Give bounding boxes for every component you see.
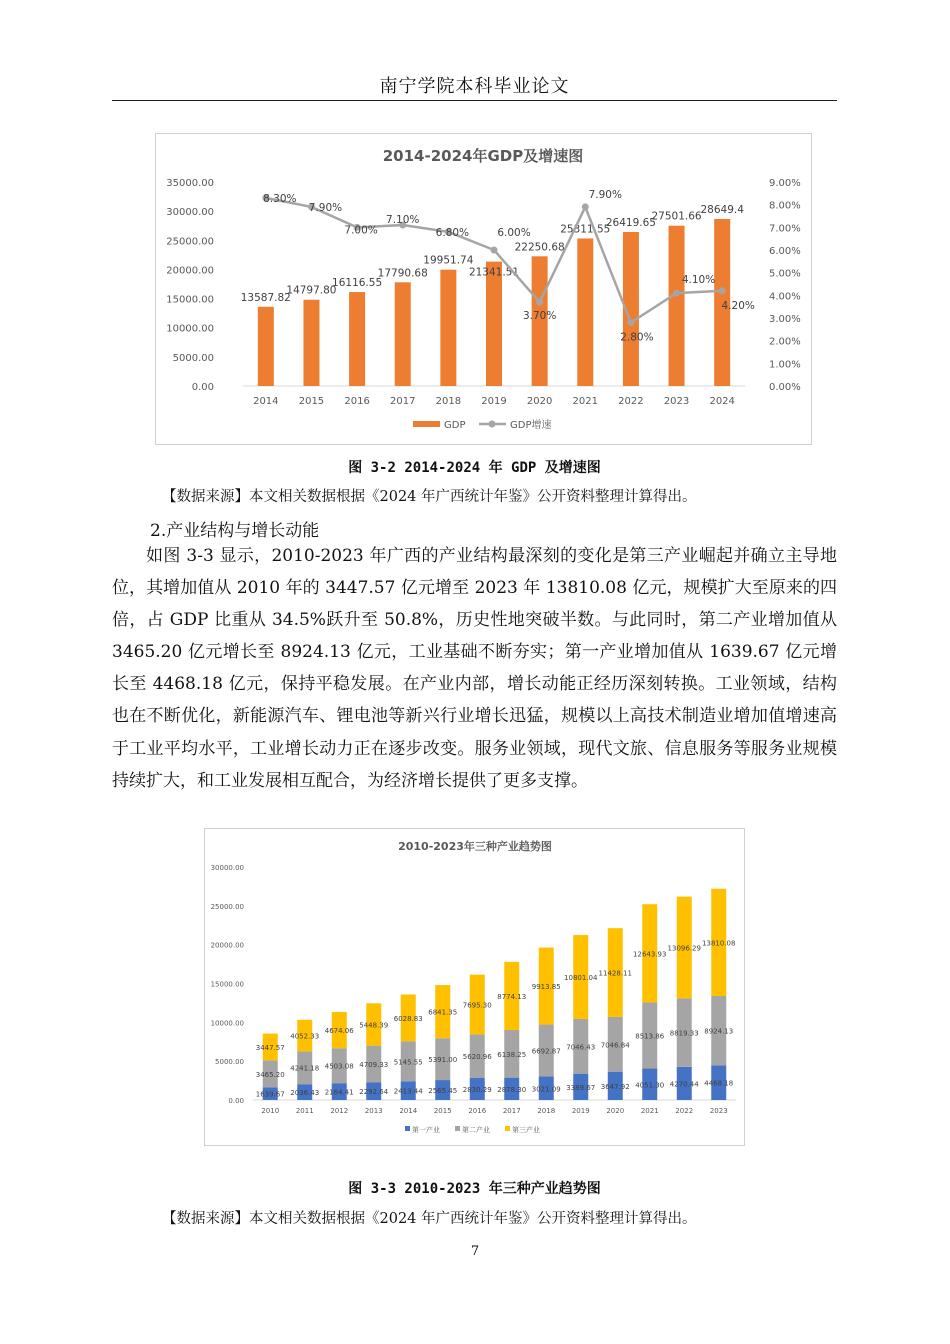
growth-data-label: 4.20%	[721, 299, 755, 312]
figure-3-2-caption: 图 3-2 2014-2024 年 GDP 及增速图	[348, 460, 601, 476]
industry-data-label: 3389.67	[566, 1083, 596, 1092]
legend-label: 第三产业	[512, 1126, 540, 1134]
industry-data-label: 4503.08	[324, 1062, 354, 1071]
gdp-data-label: 13587.82	[240, 291, 291, 304]
gdp-bar	[258, 307, 274, 386]
chart-title: 2010-2023年三种产业趋势图	[398, 840, 552, 853]
x-tick-label: 2015	[298, 396, 325, 407]
industry-data-label: 3021.09	[531, 1085, 561, 1094]
y-tick-label: 20000.00	[210, 941, 244, 950]
x-tick-label: 2020	[526, 396, 553, 407]
industry-data-label: 4051.30	[635, 1081, 665, 1090]
industry-data-label: 6028.83	[393, 1014, 423, 1023]
gdp-chart	[156, 134, 811, 444]
y2-tick-label: 0.00%	[769, 382, 801, 393]
gdp-data-label: 28649.4	[700, 204, 744, 217]
page-number: 7	[470, 1244, 480, 1259]
industry-data-label: 9913.85	[531, 983, 561, 992]
gdp-data-label: 22250.68	[514, 241, 565, 254]
growth-point	[582, 203, 589, 210]
y2-tick-label: 9.00%	[769, 178, 801, 189]
growth-data-label: 7.90%	[308, 201, 343, 214]
industry-data-label: 4270.44	[669, 1080, 699, 1089]
industry-chart-frame	[204, 828, 745, 1146]
growth-data-label: 3.70%	[522, 310, 557, 323]
y-tick-label: 0.00	[191, 382, 214, 393]
gdp-bar	[349, 292, 365, 386]
industry-data-label: 8513.86	[635, 1032, 665, 1041]
industry-data-label: 6138.25	[497, 1050, 527, 1059]
industry-data-label: 5620.96	[462, 1053, 492, 1062]
industry-data-label: 5391.00	[428, 1056, 458, 1065]
gdp-data-label: 16116.55	[332, 277, 383, 290]
y2-tick-label: 8.00%	[769, 200, 801, 212]
industry-data-label: 5448.39	[359, 1021, 389, 1030]
y-tick-label: 15000.00	[210, 980, 244, 989]
y2-tick-label: 2.00%	[769, 336, 801, 348]
x-tick-label: 2018	[537, 1107, 556, 1115]
growth-data-label: 7.90%	[588, 188, 622, 201]
y2-tick-label: 1.00%	[769, 359, 801, 371]
industry-data-label: 2878.30	[497, 1085, 527, 1094]
industry-data-label: 2565.45	[428, 1087, 458, 1096]
gdp-bar	[395, 282, 411, 386]
industry-data-label: 13810.08	[702, 939, 736, 948]
growth-data-label: 4.10%	[681, 274, 716, 287]
growth-data-label: 6.80%	[435, 226, 470, 239]
y2-tick-label: 5.00%	[769, 268, 801, 280]
industry-data-label: 4709.33	[359, 1060, 389, 1069]
x-tick-label: 2016	[468, 1107, 487, 1115]
y-tick-label: 15000.00	[166, 294, 214, 306]
industry-data-label: 5145.55	[393, 1058, 423, 1067]
industry-data-label: 13096.29	[667, 944, 701, 953]
legend-label: 第一产业	[412, 1126, 440, 1134]
gdp-data-label: 26419.65	[605, 217, 656, 230]
section-heading: 2.产业结构与增长动能	[150, 521, 320, 541]
industry-data-label: 4468.18	[704, 1079, 734, 1088]
x-tick-label: 2017	[502, 1107, 521, 1115]
x-tick-label: 2021	[572, 396, 598, 407]
y-tick-label: 20000.00	[166, 265, 214, 277]
x-tick-label: 2015	[433, 1107, 452, 1115]
x-tick-label: 2022	[675, 1107, 694, 1115]
x-tick-label: 2010	[261, 1107, 280, 1115]
x-tick-label: 2014	[253, 396, 279, 407]
growth-data-label: 8.30%	[263, 192, 297, 205]
gdp-data-label: 17790.68	[377, 267, 428, 280]
industry-data-label: 6692.87	[531, 1047, 561, 1056]
growth-data-label: 7.10%	[386, 214, 420, 227]
industry-data-label: 2036.43	[290, 1089, 320, 1098]
industry-data-label: 4241.18	[290, 1064, 320, 1073]
growth-data-label: 7.00%	[344, 224, 378, 237]
x-tick-label: 2023	[663, 396, 690, 407]
gdp-bar	[303, 300, 319, 386]
figure-3-2-source: 【数据来源】本文相关数据根据《2024 年广西统计年鉴》公开资料整理计算得出。	[162, 489, 697, 505]
x-tick-label: 2013	[364, 1107, 383, 1115]
x-tick-label: 2020	[606, 1107, 625, 1115]
legend-gdp-label: GDP	[444, 420, 466, 431]
industry-data-label: 12643.93	[633, 950, 667, 959]
gdp-bar	[440, 270, 456, 386]
y-tick-label: 10000.00	[210, 1019, 244, 1028]
y2-tick-label: 4.00%	[769, 291, 801, 303]
y-tick-label: 0.00	[228, 1097, 244, 1105]
industry-data-label: 3647.92	[600, 1082, 630, 1091]
y2-tick-label: 7.00%	[769, 223, 801, 235]
x-tick-label: 2012	[330, 1107, 349, 1115]
growth-point	[627, 319, 634, 326]
figure-3-3-caption: 图 3-3 2010-2023 年三种产业趋势图	[348, 1181, 601, 1197]
legend-swatch	[505, 1126, 510, 1131]
gdp-data-label: 14797.80	[286, 284, 337, 297]
x-tick-label: 2019	[481, 396, 507, 407]
x-tick-label: 2014	[399, 1107, 418, 1115]
industry-data-label: 7046.43	[566, 1043, 596, 1052]
growth-point	[673, 290, 680, 297]
y-tick-label: 30000.00	[166, 207, 214, 219]
y2-tick-label: 6.00%	[769, 246, 801, 257]
industry-data-label: 8924.13	[704, 1027, 734, 1036]
x-tick-label: 2024	[709, 396, 735, 407]
y-tick-label: 25000.00	[166, 236, 214, 248]
gdp-chart-frame	[155, 133, 812, 445]
industry-data-label: 2413.44	[393, 1087, 423, 1096]
legend-swatch	[455, 1126, 460, 1131]
x-tick-label: 2011	[295, 1107, 314, 1115]
y-tick-label: 10000.00	[166, 323, 214, 335]
legend-label: 第二产业	[462, 1126, 490, 1134]
gdp-bar	[486, 262, 502, 386]
y-tick-label: 30000.00	[210, 864, 244, 872]
growth-data-label: 6.00%	[497, 227, 531, 239]
figure-3-3-source: 【数据来源】本文相关数据根据《2024 年广西统计年鉴》公开资料整理计算得出。	[162, 1211, 697, 1227]
industry-data-label: 7046.84	[600, 1041, 630, 1050]
industry-data-label: 4052.33	[290, 1032, 320, 1041]
industry-chart	[205, 829, 744, 1145]
y-tick-label: 5000.00	[215, 1058, 244, 1067]
industry-data-label: 4674.06	[324, 1027, 354, 1036]
industry-data-label: 2830.29	[462, 1086, 492, 1095]
growth-point	[536, 299, 543, 306]
body-text	[112, 540, 837, 797]
gdp-data-label: 21341.51	[468, 266, 520, 279]
chart-title: 2014-2024年GDP及增速图	[382, 147, 584, 165]
gdp-bar	[669, 226, 685, 386]
y-tick-label: 35000.00	[166, 178, 214, 189]
gdp-data-label: 19951.74	[423, 254, 474, 267]
header-rule	[112, 100, 837, 101]
industry-data-label: 2164.41	[324, 1088, 354, 1097]
gdp-data-label: 25311.55	[560, 223, 611, 236]
x-tick-label: 2023	[709, 1107, 728, 1115]
y-tick-label: 25000.00	[210, 902, 244, 911]
industry-data-label: 8819.33	[669, 1029, 699, 1038]
x-tick-label: 2017	[390, 396, 416, 407]
growth-point	[719, 287, 726, 294]
legend-growth-label: GDP增速	[510, 420, 552, 431]
industry-data-label: 3465.20	[255, 1070, 285, 1079]
x-tick-label: 2022	[618, 396, 644, 407]
x-tick-label: 2021	[640, 1107, 659, 1115]
industry-data-label: 3447.57	[255, 1043, 285, 1052]
y2-tick-label: 3.00%	[769, 314, 801, 325]
y-tick-label: 5000.00	[172, 352, 214, 364]
gdp-data-label: 27501.66	[651, 210, 702, 223]
x-tick-label: 2016	[344, 396, 370, 407]
industry-data-label: 1639.67	[255, 1090, 285, 1099]
growth-point	[491, 247, 498, 254]
legend-gdp-swatch	[413, 421, 440, 427]
growth-data-label: 2.80%	[620, 331, 654, 344]
body-paragraph: 如图 3-3 显示，2010-2023 年广西的产业结构最深刻的变化是第三产业崛起并确立主导地位，其增加值从 2010 年的 3447.57 亿元增至 2023 年 13810.08 亿元，规模扩大至原来的四倍，占 GDP 比重从 34.5%跃升至 50.8%，历史性地突破半数。与此同时，第二产业增加值从 3465.20 亿元增长至 8924.13 亿元，工业基础不断夯实；第一产业增加值从 1639.67 亿元增长至 4468.18 亿元，保持平稳发展。在产业内部，增长动能正经历深刻转换。工业领域，结构也在不断优化，新能源汽车、锂电池等新兴行业增长迅猛，规模以上高技术制造业增加值增速高于工业平均水平，工业增长动力正在逐步改变。服务业领域，现代文旅、信息服务等服务业规模持续扩大，和工业发展相互配合，为经济增长提供了更多支撑。	[112, 546, 837, 791]
industry-data-label: 8774.13	[497, 992, 527, 1001]
industry-data-label: 2292.64	[359, 1088, 389, 1097]
gdp-bar	[577, 238, 593, 386]
legend-growth-marker	[489, 421, 496, 428]
x-tick-label: 2018	[435, 396, 462, 407]
page-header-title: 南宁学院本科毕业论文	[379, 76, 570, 97]
industry-data-label: 10801.04	[564, 974, 598, 983]
legend-swatch	[405, 1126, 410, 1131]
industry-data-label: 6841.35	[428, 1008, 458, 1017]
x-tick-label: 2019	[571, 1107, 590, 1115]
industry-data-label: 11428.11	[598, 969, 632, 978]
industry-data-label: 7695.30	[462, 1001, 492, 1010]
